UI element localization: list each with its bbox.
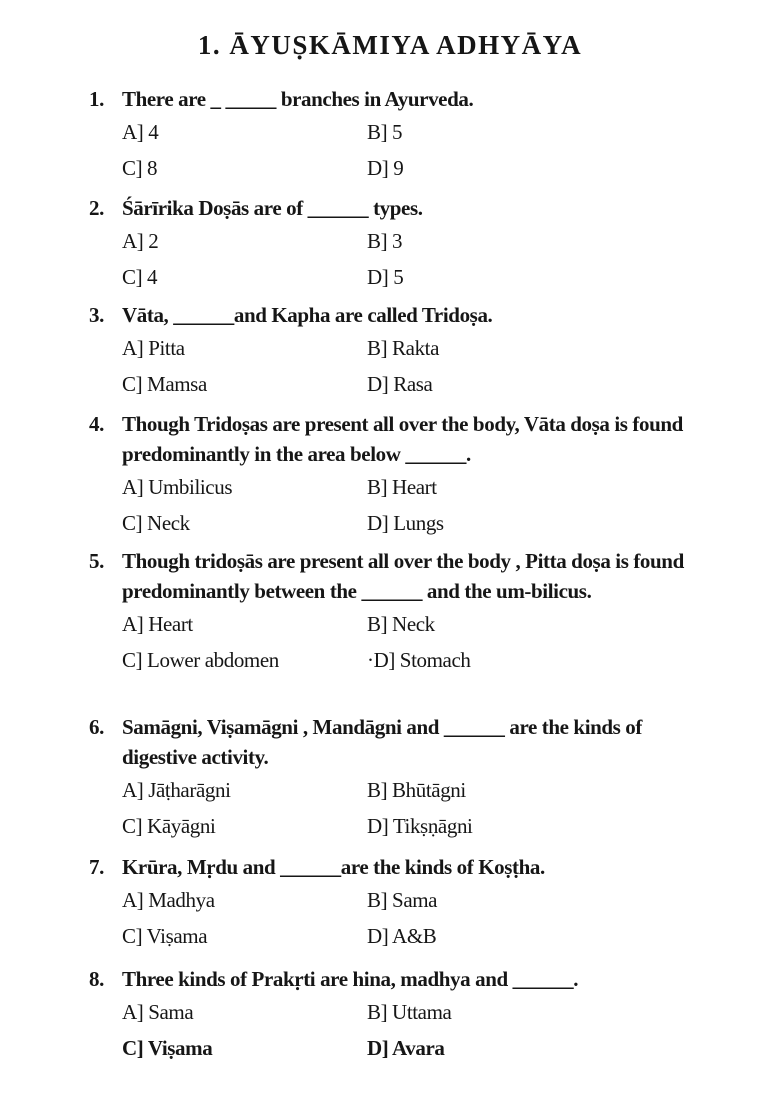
option-a: A] Madhya: [122, 887, 215, 912]
question-8: [89, 964, 709, 1066]
option-d: ·D] Stomach: [367, 647, 471, 672]
option-a: A] Pitta: [122, 335, 185, 360]
option-d: D] 9: [367, 155, 404, 180]
question-number: 3.: [89, 303, 104, 327]
question-text: Śārīrika Doṣās are of ______ types.: [122, 196, 423, 220]
question-number: 1.: [89, 87, 104, 111]
option-a: A] Heart: [122, 611, 193, 636]
question-text: There are _ _____ branches in Ayurveda.: [122, 87, 474, 111]
option-a: A] Umbilicus: [122, 474, 233, 499]
question-number: 5.: [89, 549, 104, 573]
option-d: D] A&B: [367, 923, 437, 948]
option-b: B] 5: [367, 119, 403, 144]
option-c: C] 4: [122, 264, 158, 289]
option-b: B] 3: [367, 228, 403, 253]
question-5: [89, 546, 709, 678]
question-1: [89, 84, 709, 186]
option-c: C] Viṣama: [122, 923, 208, 948]
option-a: A] Jāṭharāgni: [122, 777, 231, 802]
question-text: Though tridoṣās are present all over the body , Pitta doṣa is found predominantly between the ______ and the um-bilicus.: [122, 549, 684, 603]
question-3: [89, 300, 709, 402]
option-c: C] Lower abdomen: [122, 647, 279, 672]
option-d: D] Tikṣṇāgni: [367, 813, 473, 838]
option-a: A] Sama: [122, 999, 194, 1024]
option-b: B] Heart: [367, 474, 437, 499]
option-c: C] Neck: [122, 510, 190, 535]
option-d: D] Rasa: [367, 371, 433, 396]
option-d: D] Avara: [367, 1035, 445, 1060]
option-a: A] 2: [122, 228, 159, 253]
question-6: [89, 712, 709, 844]
question-number: 8.: [89, 967, 104, 991]
option-b: B] Uttama: [367, 999, 452, 1024]
question-text: Though Tridoṣas are present all over the body, Vāta doṣa is found predominantly in the area below ______.: [122, 412, 683, 466]
option-c: C] Viṣama: [122, 1035, 213, 1060]
option-b: B] Neck: [367, 611, 435, 636]
question-7: [89, 852, 709, 954]
question-text: Samāgni, Viṣamāgni , Mandāgni and ______ are the kinds of digestive activity.: [122, 715, 643, 769]
chapter-title: 1. ĀYUṢKĀMIYA ADHYĀYA: [197, 30, 583, 60]
option-b: B] Bhūtāgni: [367, 777, 466, 802]
option-d: D] Lungs: [367, 510, 444, 535]
option-a: A] 4: [122, 119, 159, 144]
question-number: 6.: [89, 715, 104, 739]
option-c: C] 8: [122, 155, 158, 180]
question-text: Krūra, Mṛdu and ______are the kinds of Koṣṭha.: [122, 855, 545, 879]
option-c: C] Kāyāgni: [122, 813, 216, 838]
question-text: Vāta, ______and Kapha are called Tridoṣa.: [122, 303, 493, 327]
question-number: 7.: [89, 855, 104, 879]
question-4: [89, 409, 709, 541]
option-b: B] Rakta: [367, 335, 440, 360]
option-c: C] Mamsa: [122, 371, 207, 396]
question-text: Three kinds of Prakṛti are hina, madhya and ______.: [122, 967, 579, 991]
option-b: B] Sama: [367, 887, 438, 912]
question-number: 2.: [89, 196, 104, 220]
question-number: 4.: [89, 412, 104, 436]
question-2: [89, 193, 709, 295]
option-d: D] 5: [367, 264, 404, 289]
